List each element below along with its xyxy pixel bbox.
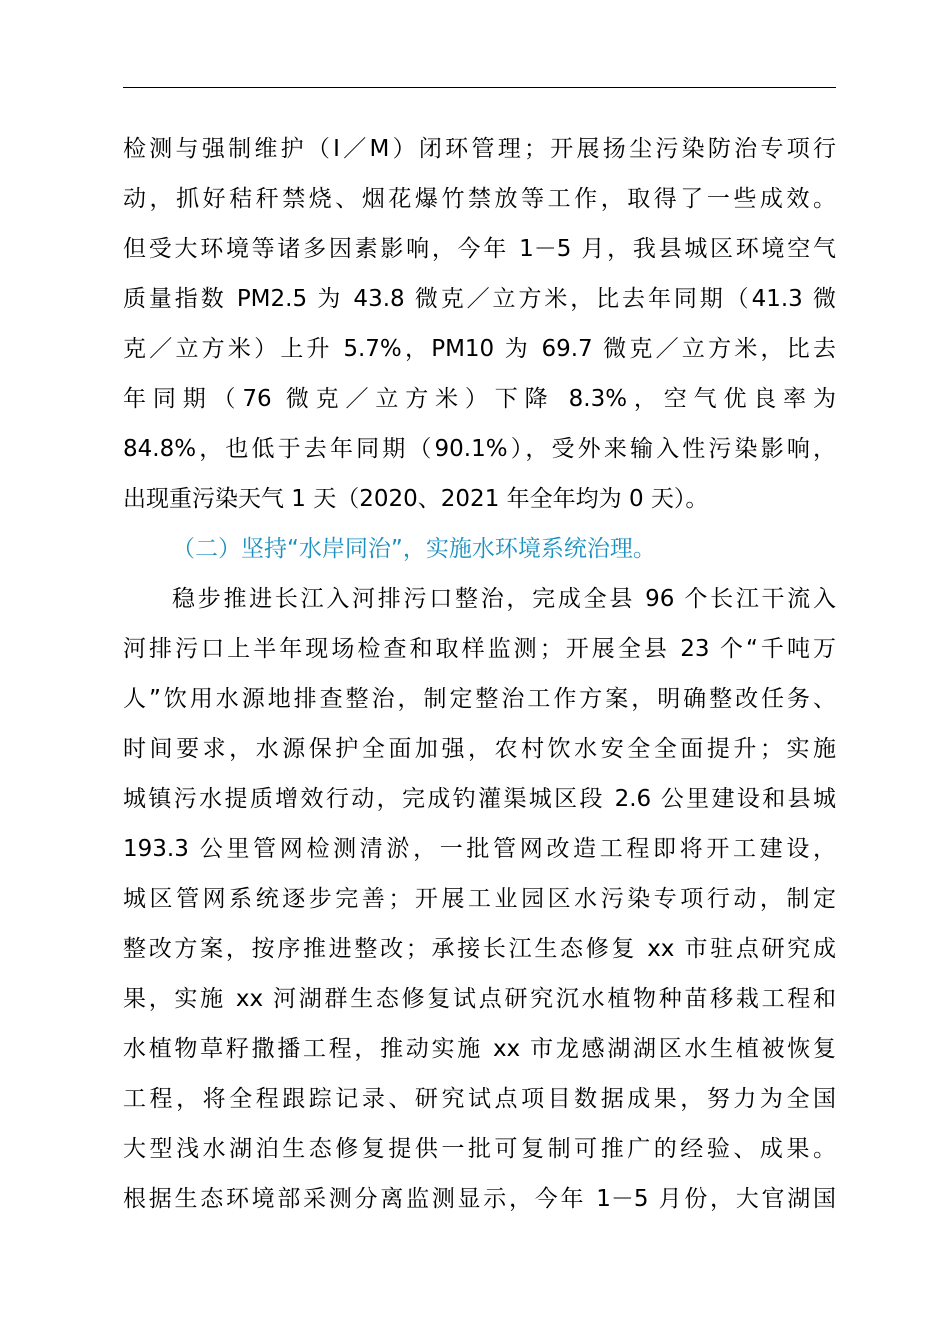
text-line: 时间要求，水源保护全面加强，农村饮水安全全面提升；实施: [123, 736, 836, 762]
text-line: 果，实施 xx 河湖群生态修复试点研究沉水植物种苗移栽工程和: [123, 986, 836, 1012]
body-text: [123, 124, 836, 1224]
text-line: 动，抓好秸秆禁烧、烟花爆竹禁放等工作，取得了一些成效。: [123, 186, 836, 212]
text-line: 整改方案，按序推进整改；承接长江生态修复 xx 市驻点研究成: [123, 936, 836, 962]
text-line: 年同期（76 微克／立方米）下降 8.3%，空气优良率为: [123, 386, 836, 412]
text-line: 84.8%，也低于去年同期（90.1%），受外来输入性污染影响，: [123, 436, 836, 462]
text-line: 但受大环境等诸多因素影响，今年 1－5 月，我县城区环境空气: [123, 236, 836, 262]
header-rule: [123, 87, 836, 88]
text-line: 质量指数 PM2.5 为 43.8 微克／立方米，比去年同期（41.3 微: [123, 286, 836, 312]
text-line-paragraph-end: 出现重污染天气 1 天（2020、2021 年全年均为 0 天）。: [123, 486, 709, 512]
text-line: 水植物草籽撒播工程，推动实施 xx 市龙感湖湖区水生植被恢复: [123, 1036, 836, 1062]
text-line: 工程，将全程跟踪记录、研究试点项目数据成果，努力为全国: [123, 1086, 836, 1112]
text-line: 根据生态环境部采测分离监测显示，今年 1－5 月份，大官湖国: [123, 1186, 836, 1212]
text-line: 河排污口上半年现场检查和取样监测；开展全县 23 个“千吨万: [123, 636, 836, 662]
text-line: 人”饮用水源地排查整治，制定整治工作方案，明确整改任务、: [123, 686, 836, 712]
text-line: 城镇污水提质增效行动，完成钓灌渠城区段 2.6 公里建设和县城: [123, 786, 836, 812]
text-line: 大型浅水湖泊生态修复提供一批可复制可推广的经验、成果。: [123, 1136, 836, 1162]
text-line: 城区管网系统逐步完善；开展工业园区水污染专项行动，制定: [123, 886, 836, 912]
section-heading: （二）坚持“水岸同治”，实施水环境系统治理。: [172, 536, 656, 562]
text-line: 检测与强制维护（I／M）闭环管理；开展扬尘污染防治专项行: [123, 136, 836, 162]
text-line: 克／立方米）上升 5.7%，PM10 为 69.7 微克／立方米，比去: [123, 336, 836, 362]
text-line-paragraph-start: 稳步推进长江入河排污口整治，完成全县 96 个长江干流入: [172, 586, 836, 612]
text-line: 193.3 公里管网检测清淤，一批管网改造工程即将开工建设，: [123, 836, 836, 862]
